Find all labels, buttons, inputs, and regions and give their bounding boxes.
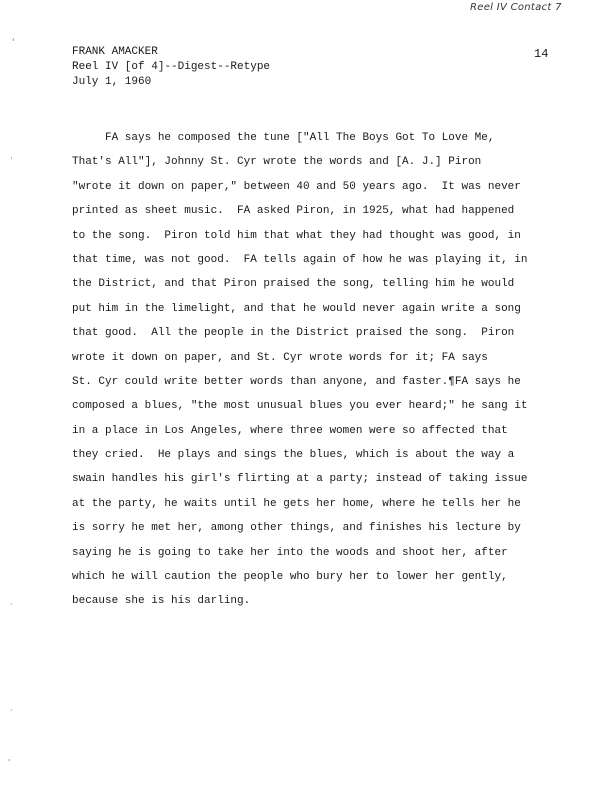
body-line: that good. All the people in the District praised the song. Piron — [72, 327, 515, 340]
body-line: St. Cyr could write better words than anyone, and faster.¶FA says he — [72, 375, 521, 388]
body-line: which he will caution the people who bury her to lower her gently, — [72, 571, 508, 584]
body-line: swain handles his girl's flirting at a party; instead of taking issue — [72, 473, 528, 486]
body-line: "wrote it down on paper," between 40 and 50 years ago. It was never — [72, 180, 521, 193]
body-line: that time, was not good. FA tells again of how he was playing it, in — [72, 253, 528, 266]
interview-date: July 1, 1960 — [72, 76, 152, 88]
body-line: saying he is going to take her into the woods and shoot her, after — [72, 546, 508, 559]
body-line: FA says he composed the tune ["All The Boys Got To Love Me, — [72, 132, 495, 144]
margin-mark: · — [10, 706, 13, 715]
margin-mark: ' — [12, 38, 15, 48]
margin-mark: ' — [8, 758, 11, 767]
margin-mark: · — [10, 600, 13, 609]
body-line: the District, and that Piron praised the song, telling him he would — [72, 278, 515, 291]
body-line: they cried. He plays and sings the blues, which is about the way a — [72, 449, 515, 462]
body-line: because she is his darling. — [72, 595, 251, 608]
body-line: in a place in Los Angeles, where three women were so affected that — [72, 424, 508, 437]
handwritten-reel-note: Reel IV Contact 7 — [470, 2, 562, 13]
document-header — [72, 45, 270, 90]
margin-mark: · — [10, 154, 13, 164]
body-line: put him in the limelight, and that he would never again write a song — [72, 302, 521, 315]
body-line: composed a blues, "the most unusual blues you ever heard;" he sang it — [72, 400, 528, 413]
body-line: is sorry he met her, among other things, and finishes his lecture by — [72, 522, 521, 535]
body-line: wrote it down on paper, and St. Cyr wrote words for it; FA says — [72, 351, 488, 364]
body-line: That's All"], Johnny St. Cyr wrote the words and [A. J.] Piron — [72, 156, 482, 169]
body-line: at the party, he waits until he gets her home, where he tells her he — [72, 497, 521, 510]
body-line: to the song. Piron told him that what they had thought was good, in — [72, 229, 521, 242]
digest-body — [72, 126, 572, 614]
reel-info: Reel IV [of 4]--Digest--Retype — [72, 61, 271, 73]
interviewee-name: FRANK AMACKER — [72, 46, 158, 58]
body-line: printed as sheet music. FA asked Piron, in 1925, what had happened — [72, 205, 515, 218]
page-number: 14 — [534, 47, 549, 61]
